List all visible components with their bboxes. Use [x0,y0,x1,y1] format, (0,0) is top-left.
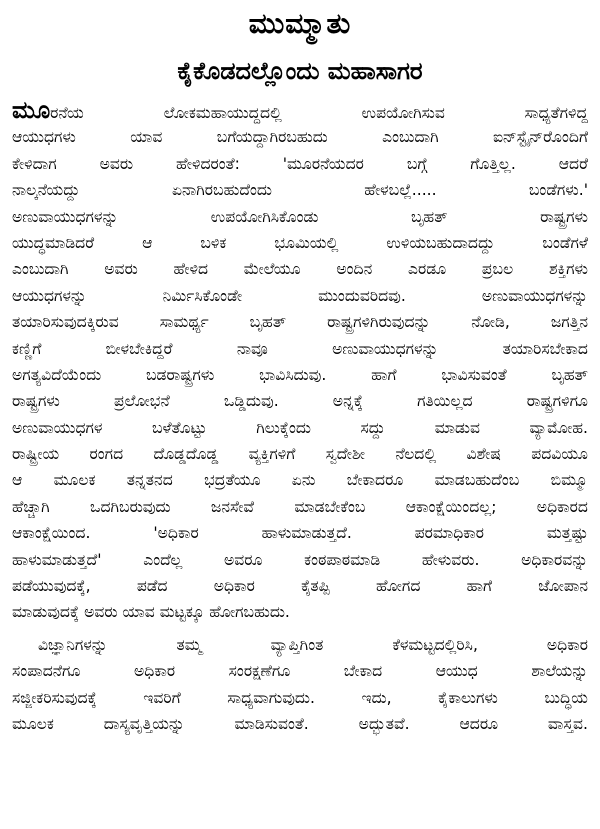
paragraph-line: ಹಾಳುಮಾಡುತ್ತದೆ' ಎಂದೆಲ್ಲ ಅವರೂ ಕಂಠಪಾಠಮಾಡಿ ಹೇಳುವರು. ಅಧಿಕಾರವನ್ನು [12,550,588,569]
paragraph-line: ವಿಜ್ಞಾನಿಗಳನ್ನು ತಮ್ಮ ವ್ಯಾಪ್ತಿಗಿಂತ ಕೆಳಮಟ್ಟದಲ್ಲಿರಿಸಿ, ಅಧಿಕಾರ [38,635,588,654]
paragraph-line: ರಾಷ್ಟ್ರೀಯ ರಂಗದ ದೊಡ್ಡದೊಡ್ಡ ವ್ಯಕ್ತಿಗಳಿಗೆ ಸ್ವದೇಶೀ ನೆಲದಲ್ಲಿ ವಿಶೇಷ ಪದವಿಯೂ [12,445,588,464]
paragraph-line: ಹೆಚ್ಚಾಗಿ ಒದಗಿಬರುವುದು ಜನಸೇವೆ ಮಾಡಬೇಕೆಂಬ ಆಕಾಂಕ್ಷೆಯಿಂದಲ್ಲ; ಅಧಿಕಾರದ [12,497,588,516]
paragraph-line: ಅಣುವಾಯುಧಗಳನ್ನು ಉಪಯೋಗಿಸಿಕೊಂಡು ಬೃಹತ್ ರಾಷ್ಟ್ರಗಳು [12,207,588,226]
paragraph-line: ಕೇಳಿದಾಗ ಅವರು ಹೇಳಿದರಂತೆ: 'ಮೂರನೆಯದರ ಬಗ್ಗೆ ಗೊತ್ತಿಲ್ಲ. ಆದರೆ [12,154,588,173]
paragraph-1 [12,98,588,626]
drop-cap: ಮೂ [12,98,51,124]
paragraph-line: ಅಣುವಾಯುಧಗಳ ಬಳೆತೊಟ್ಟು ಗಿಲುಕ್ಕೆಂದು ಸದ್ದು ಮಾಡುವ ವ್ಯಾಮೋಹ. [12,418,588,437]
paragraph-line: ಮೂರನೆಯ ಲೋಕಮಹಾಯುದ್ಧದಲ್ಲಿ ಉಪಯೋಗಿಸುವ ಸಾಧ್ಯತೆಗಳಿದ್ದ [12,98,588,124]
paragraph-line: ಸಂಪಾದನೆಗೂ ಅಧಿಕಾರ ಸಂರಕ್ಷಣೆಗೂ ಬೇಕಾದ ಆಯುಧ ಶಾಲೆಯನ್ನು [12,662,588,681]
paragraph-line: ಅಗತ್ಯವಿದೆಯೆಂದು ಬಡರಾಷ್ಟ್ರಗಳು ಭಾವಿಸಿದುವು. ಹಾಗೆ ಭಾವಿಸುವಂತೆ ಬೃಹತ್ [12,365,588,384]
paragraph-line: ತಯಾರಿಸುವುದಕ್ಕಿರುವ ಸಾಮರ್ಥ್ಯ ಬೃಹತ್ ರಾಷ್ಟ್ರಗಳಿಗಿರುವುದನ್ನು ನೋಡಿ, ಜಗತ್ತಿನ [12,313,588,332]
paragraph-line: ಎಂಬುದಾಗಿ ಅವರು ಹೇಳಿದ ಮೇಲೆಯೂ ಅಂದಿನ ಎರಡೂ ಪ್ರಬಲ ಶಕ್ತಿಗಳು [12,260,588,279]
article-subtitle: ಕೈಕೊಡದಲ್ಲೊಂದು ಮಹಾಸಾಗರ [177,57,423,85]
paragraph-2 [12,632,588,738]
paragraph-line: ಯುದ್ಧಮಾಡಿದರೆ ಆ ಬಳಿಕ ಭೂಮಿಯಲ್ಲಿ ಉಳಿಯಬಹುದಾದದ್ದು ಬಂಡೆಗಳೆ [12,233,588,252]
paragraph-line: ನಾಲ್ಕನೆಯದ್ದು ಏನಾಗಿರಬಹುದೆಂದು ಹೇಳಬಲ್ಲೆ..... ಬಂಡೆಗಳು.' [12,181,588,200]
paragraph-line: ಪಡೆಯುವುದಕ್ಕೆ, ಪಡೆದ ಅಧಿಕಾರ ಕೈತಪ್ಪಿ ಹೋಗದ ಹಾಗೆ ಜೋಪಾನ [12,577,588,596]
paragraph-line: ಆಕಾಂಕ್ಷೆಯಿಂದ. 'ಅಧಿಕಾರ ಹಾಳುಮಾಡುತ್ತದೆ. ಪರಮಾಧಿಕಾರ ಮತ್ತಷ್ಟು [12,524,588,543]
paragraph-line: ಕಣ್ಣಿಗೆ ಬೀಳಬೇಕಿದ್ದರೆ ನಾವೂ ಅಣುವಾಯುಧಗಳನ್ನು ತಯಾರಿಸಬೇಕಾದ [12,339,588,358]
paragraph-line: ಮಾಡುವುದಕ್ಕೆ ಅವರು ಯಾವ ಮಟ್ಟಕ್ಕೂ ಹೋಗಬಹುದು. [12,603,290,622]
paragraph-line: ಸಜ್ಜೀಕರಿಸುವುದಕ್ಕೆ ಇವರಿಗೆ ಸಾಧ್ಯವಾಗುವುದು. ಇದು, ಕೈಕಾಲುಗಳು ಬುದ್ಧಿಯ [12,688,588,707]
paragraph-line: ರಾಷ್ಟ್ರಗಳು ಪ್ರಲೋಭನೆ ಒಡ್ಡಿದುವು. ಅನ್ನಕ್ಕೆ ಗತಿಯಿಲ್ಲದ ರಾಷ್ಟ್ರಗಳಿಗೂ [12,392,588,411]
paragraph-line: ಆಯುಧಗಳು ಯಾವ ಬಗೆಯದ್ದಾಗಿರಬಹುದು ಎಂಬುದಾಗಿ ಐನ್‌ಸ್ಟೈನ್‌ರೊಂದಿಗೆ [12,128,588,147]
page-title: ಮುಮ್ಮಾತು [248,7,352,40]
paragraph-line: ಆ ಮೂಲಕ ತನ್ನತನದ ಭದ್ರತೆಯೂ ಏನು ಬೇಕಾದರೂ ಮಾಡಬಹುದೆಂಬ ಬಿಮ್ಮೂ [12,471,588,490]
paragraph-line: ಮೂಲಕ ದಾಸ್ಯವೃತ್ತಿಯನ್ನು ಮಾಡಿಸುವಂತೆ. ಅದ್ಭುತವೆ. ಆದರೂ ವಾಸ್ತವ. [12,714,588,733]
paragraph-line: ಆಯುಧಗಳನ್ನು ನಿರ್ಮಿಸಿಕೊಂಡೇ ಮುಂದುವರಿದವು. ಅಣುವಾಯುಧಗಳನ್ನು [12,286,588,305]
